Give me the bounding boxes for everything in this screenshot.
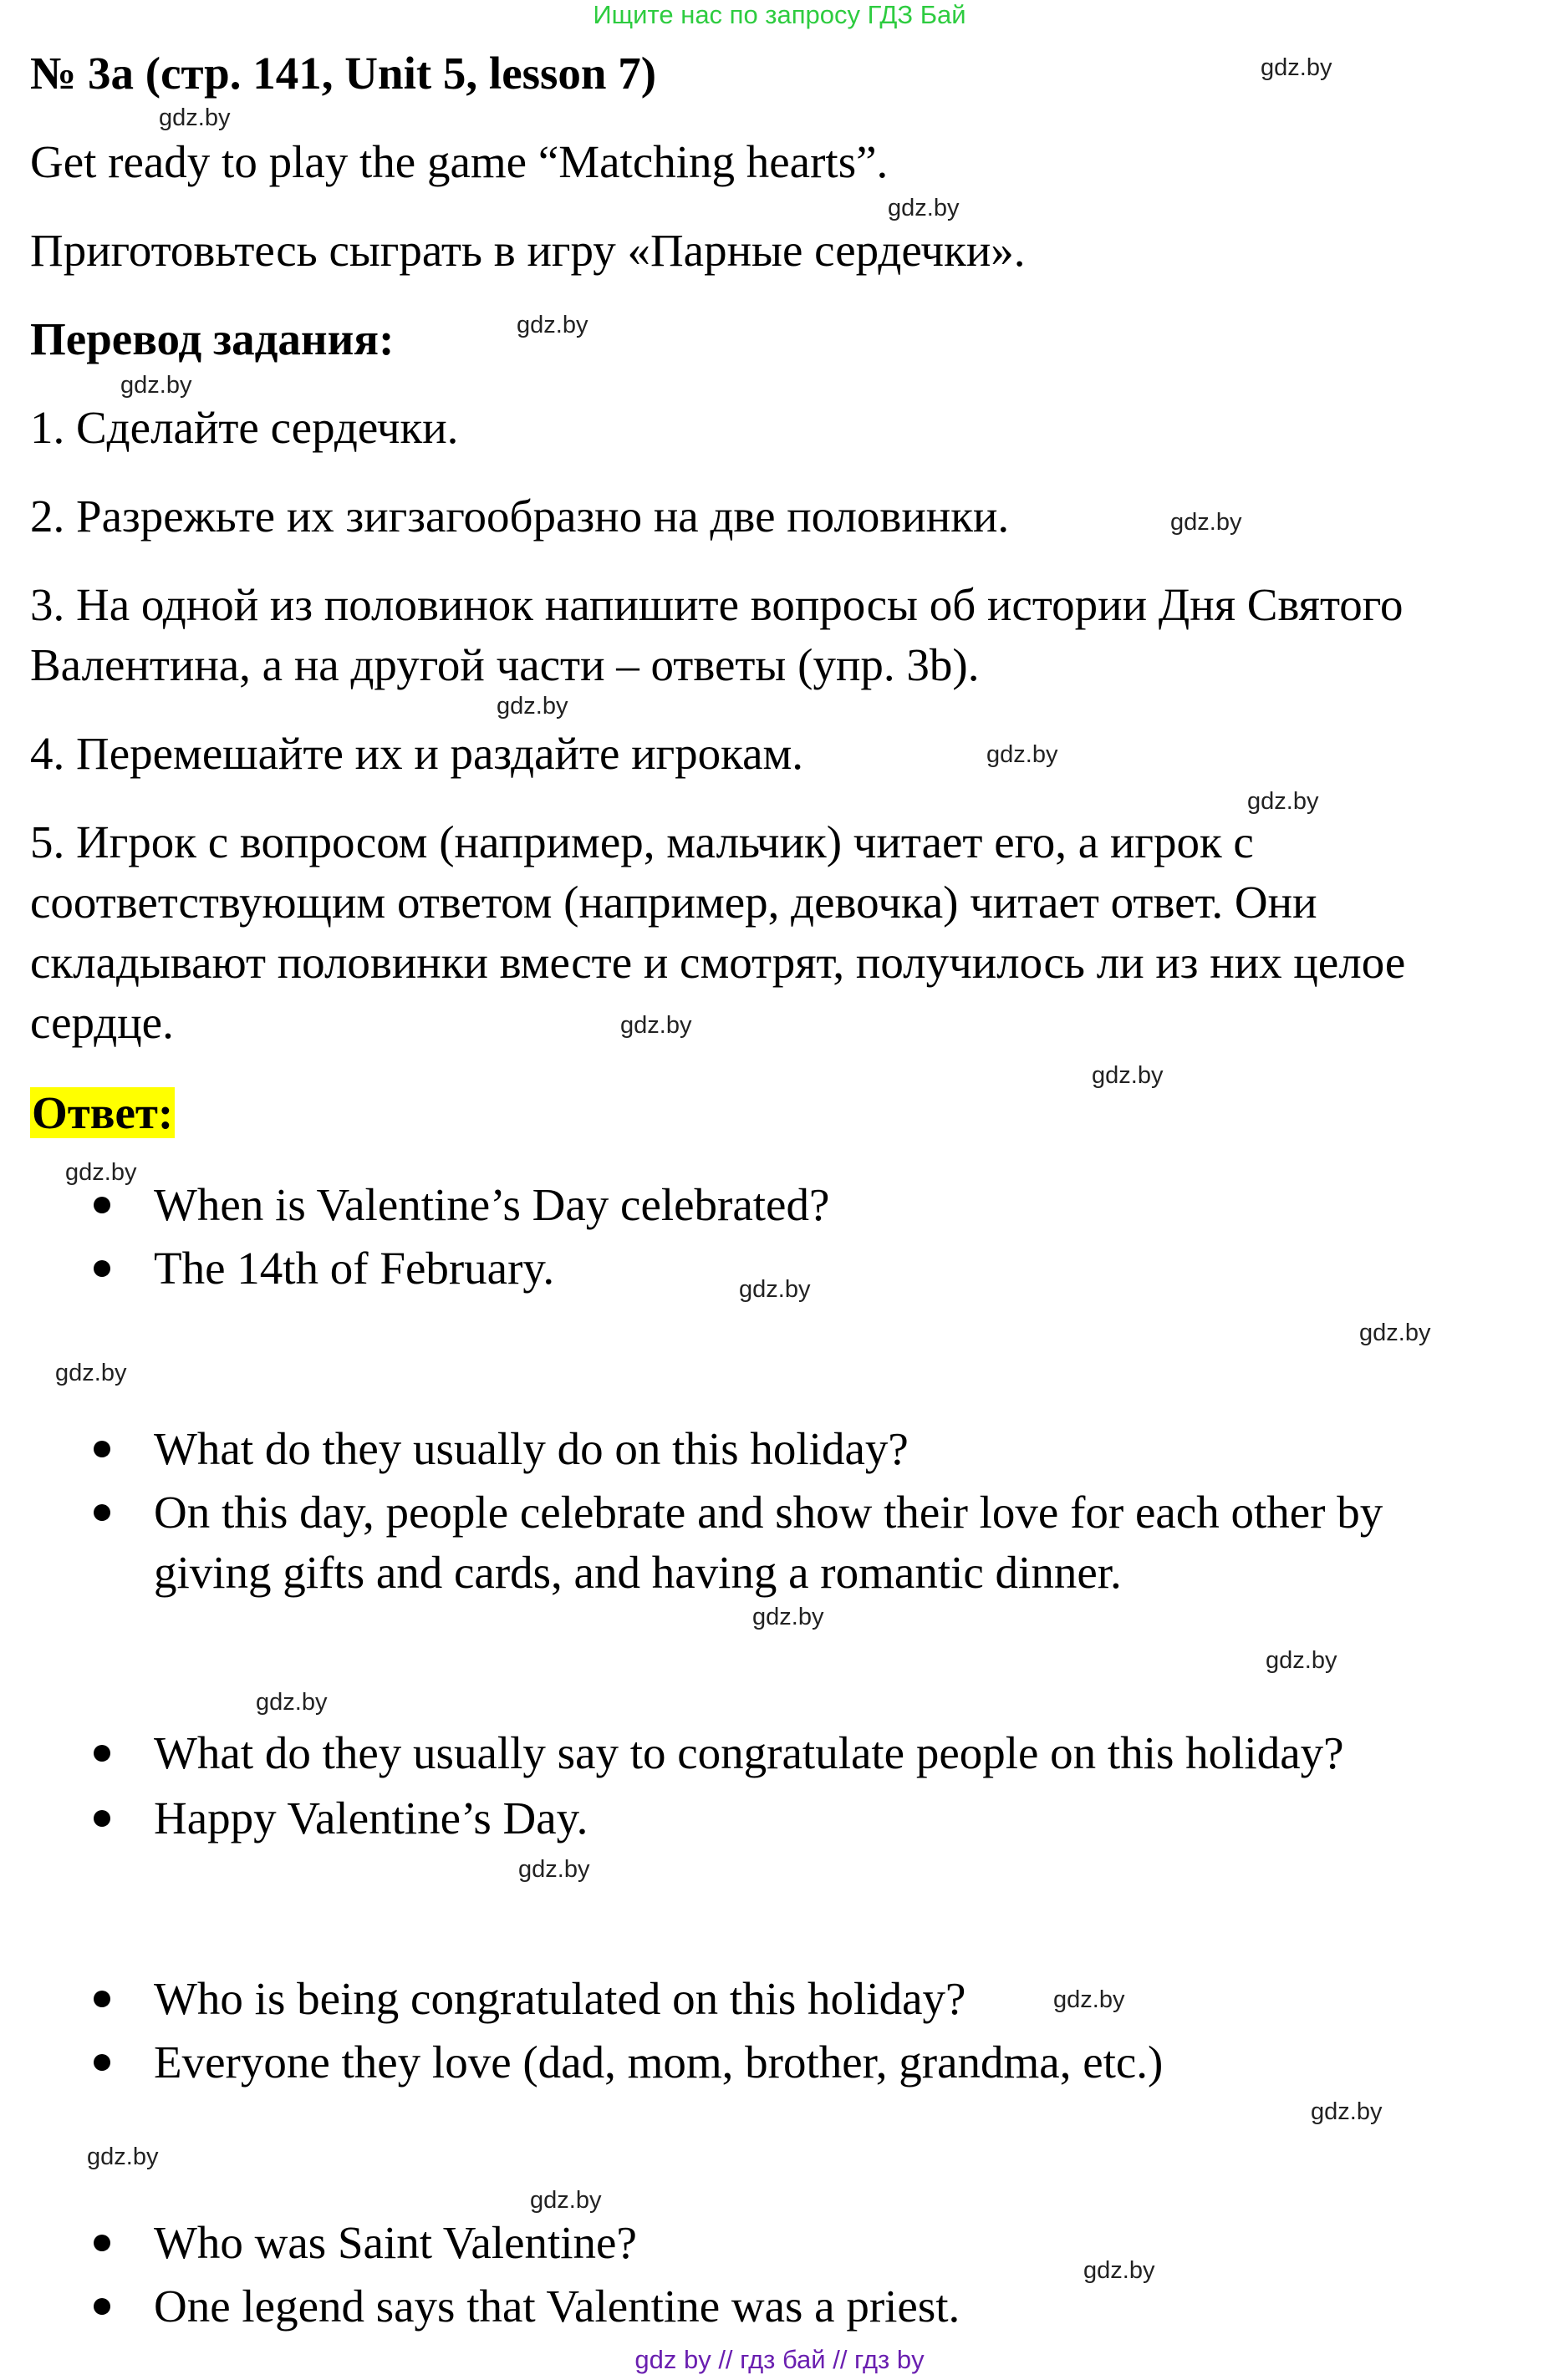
step-5-line-1: 5. Игрок с вопросом (например, мальчик) читает его, а игрок с <box>30 816 1254 867</box>
watermark: gdz.by <box>739 1276 811 1303</box>
watermark: gdz.by <box>1247 788 1319 815</box>
step-5-line-4: сердце. <box>30 997 174 1048</box>
answer-reply-4: Everyone they love (dad, mom, brother, grandma, etc.) <box>154 2037 1164 2088</box>
watermark: gdz.by <box>518 1856 590 1883</box>
bullet-icon <box>94 1810 110 1827</box>
task-english: Get ready to play the game “Matching hearts”. <box>30 136 889 187</box>
watermark: gdz.by <box>620 1012 692 1039</box>
answer-reply-1: The 14th of February. <box>154 1243 555 1294</box>
answer-reply-2-line-2: giving gifts and cards, and having a romantic dinner. <box>154 1547 1122 1598</box>
watermark: gdz.by <box>1311 2098 1383 2125</box>
step-4: 4. Перемешайте их и раздайте игрокам. <box>30 728 804 779</box>
bullet-icon <box>94 1745 110 1762</box>
watermark: gdz.by <box>1092 1062 1164 1089</box>
watermark: gdz.by <box>1266 1647 1337 1674</box>
watermark: gdz.by <box>986 741 1058 768</box>
answer-question-5: Who was Saint Valentine? <box>154 2217 637 2268</box>
watermark: gdz.by <box>752 1604 824 1630</box>
bullet-icon <box>94 2235 110 2251</box>
footer-banner: gdz by // гдз бай // гдз by <box>634 2345 925 2374</box>
watermark: gdz.by <box>1170 509 1242 536</box>
watermark: gdz.by <box>65 1159 137 1186</box>
watermark: gdz.by <box>530 2187 602 2214</box>
bullet-icon <box>94 1260 110 1277</box>
watermark: gdz.by <box>87 2144 159 2170</box>
answer-question-2: What do they usually do on this holiday? <box>154 1423 909 1474</box>
top-banner: Ищите нас по запросу ГДЗ Бай <box>593 0 966 29</box>
answer-label: Ответ: <box>32 1087 174 1138</box>
bullet-icon <box>94 1991 110 2007</box>
page-title: № 3а (стр. 141, Unit 5, lesson 7) <box>30 48 657 99</box>
answer-reply-5: One legend says that Valentine was a priest. <box>154 2281 960 2332</box>
bullet-icon <box>94 1441 110 1457</box>
watermark: gdz.by <box>1083 2257 1155 2284</box>
answer-heading <box>30 1083 175 1143</box>
watermark: gdz.by <box>256 1689 328 1716</box>
step-3-line-1: 3. На одной из половинок напишите вопросы об истории Дня Святого <box>30 579 1404 630</box>
step-3-line-2: Валентина, а на другой части – ответы (упр. 3b). <box>30 639 980 690</box>
step-2: 2. Разрежьте их зигзагообразно на две половинки. <box>30 491 1010 542</box>
bullet-icon <box>94 2054 110 2071</box>
task-russian: Приготовьтесь сыграть в игру «Парные сердечки». <box>30 225 1026 276</box>
answer-question-3: What do they usually say to congratulate people on this holiday? <box>154 1727 1344 1778</box>
watermark: gdz.by <box>55 1360 127 1386</box>
watermark: gdz.by <box>517 312 588 338</box>
watermark: gdz.by <box>1261 54 1332 81</box>
step-5-line-2: соответствующим ответом (например, девочка) читает ответ. Они <box>30 877 1317 928</box>
watermark: gdz.by <box>120 372 192 399</box>
watermark: gdz.by <box>497 693 568 720</box>
translation-heading: Перевод задания: <box>30 313 395 364</box>
answer-question-1: When is Valentine’s Day celebrated? <box>154 1179 830 1230</box>
bullet-icon <box>94 2298 110 2315</box>
answer-question-4: Who is being congratulated on this holiday? <box>154 1973 966 2024</box>
step-1: 1. Сделайте сердечки. <box>30 402 459 453</box>
answer-reply-3: Happy Valentine’s Day. <box>154 1793 588 1843</box>
bullet-icon <box>94 1504 110 1521</box>
bullet-icon <box>94 1197 110 1213</box>
watermark: gdz.by <box>1053 1986 1125 2013</box>
answer-reply-2-line-1: On this day, people celebrate and show their love for each other by <box>154 1487 1383 1538</box>
watermark: gdz.by <box>888 195 960 221</box>
watermark: gdz.by <box>159 104 231 131</box>
watermark: gdz.by <box>1359 1320 1431 1346</box>
step-5-line-3: складывают половинки вместе и смотрят, получилось ли из них целое <box>30 937 1406 988</box>
